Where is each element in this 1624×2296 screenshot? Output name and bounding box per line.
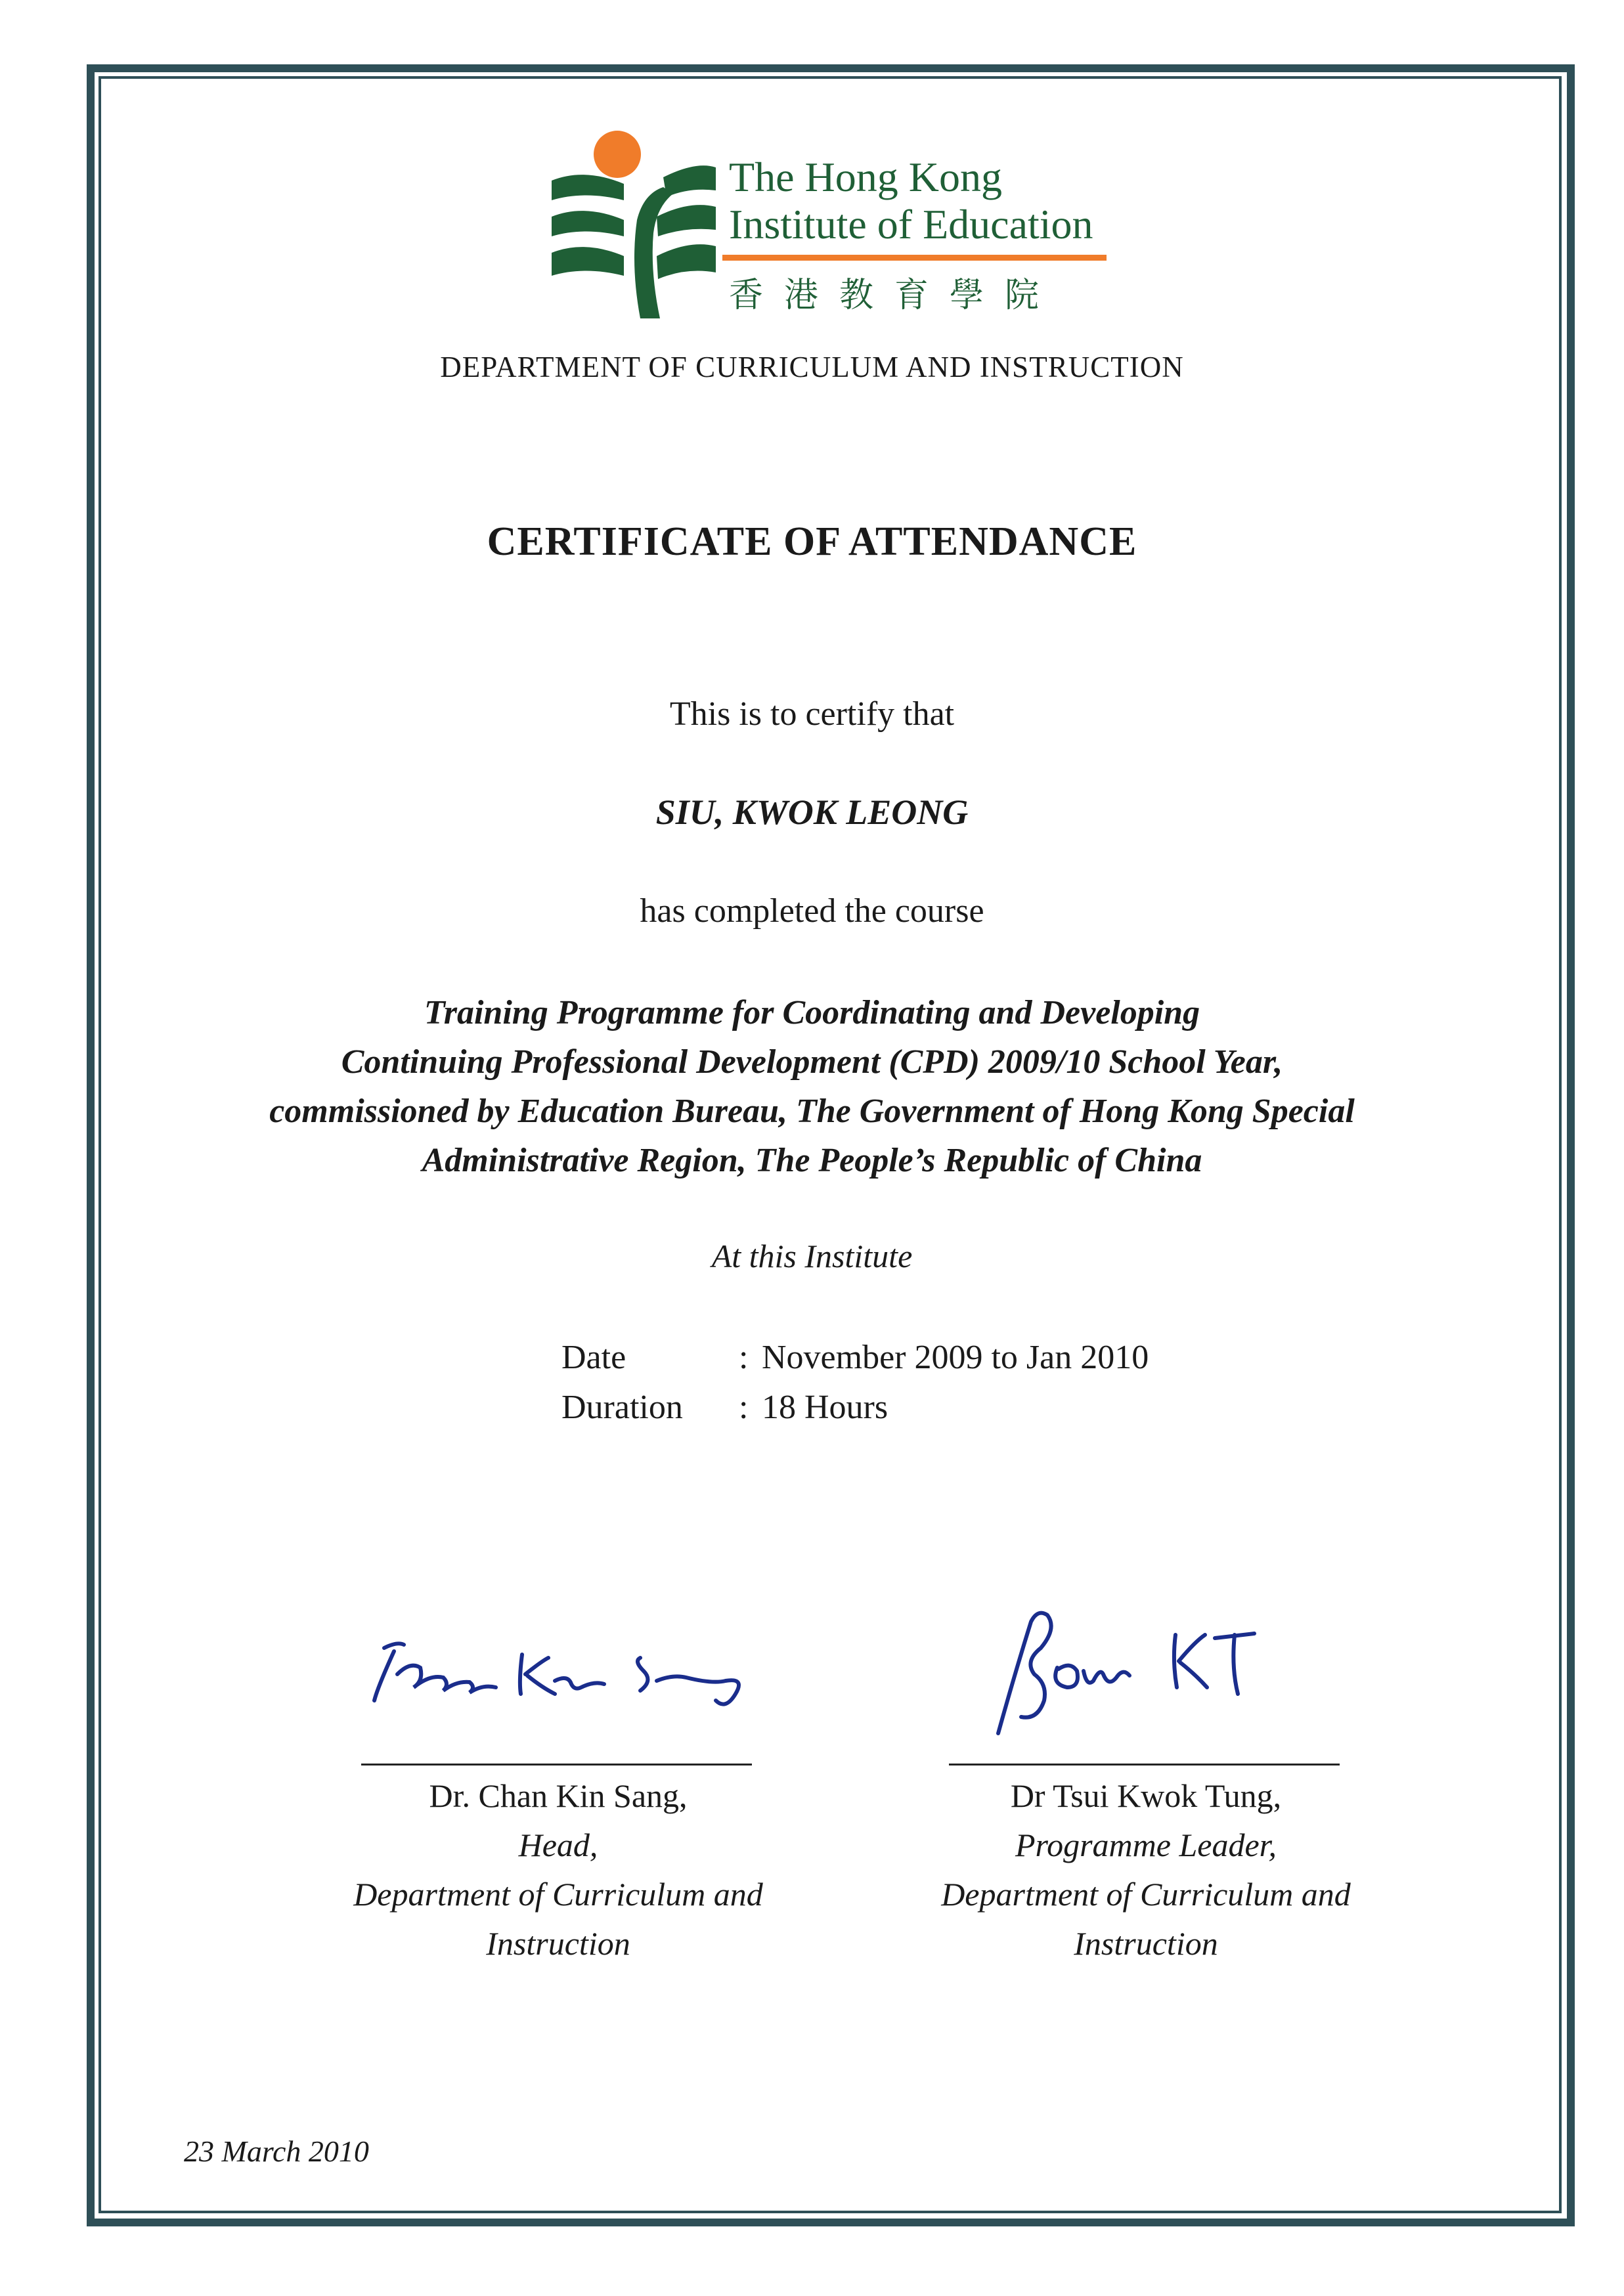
course-line: Administrative Region, The People’s Republic of China xyxy=(422,1142,1202,1179)
duration-value: 18 Hours xyxy=(762,1389,889,1426)
signer-left xyxy=(296,1771,821,1968)
institute-name-en xyxy=(729,154,1093,248)
signature-line-right xyxy=(949,1764,1340,1765)
institute-name-line1: The Hong Kong xyxy=(729,154,1002,200)
duration-row xyxy=(561,1383,1149,1433)
signer-department: Instruction xyxy=(1074,1925,1218,1962)
signer-department: Department of Curriculum and xyxy=(941,1876,1351,1913)
course-description xyxy=(0,988,1624,1185)
signature-tsui-kwok-tung xyxy=(985,1595,1300,1753)
signer-name: Dr. Chan Kin Sang, xyxy=(429,1777,688,1814)
signer-right xyxy=(883,1771,1409,1968)
recipient-name: SIU, KWOK LEONG xyxy=(655,792,969,832)
course-line: commissioned by Education Bureau, The Government of Hong Kong Special xyxy=(269,1093,1355,1130)
course-details xyxy=(561,1333,1149,1433)
logo-leaf-left-top xyxy=(552,175,624,200)
completed-statement: has completed the course xyxy=(640,892,984,930)
department-heading: DEPARTMENT OF CURRICULUM AND INSTRUCTION xyxy=(440,351,1184,383)
logo-leaf-right-top xyxy=(663,165,716,197)
course-line: Continuing Professional Development (CPD) 2009/10 School Year, xyxy=(341,1043,1283,1081)
certificate-title: CERTIFICATE OF ATTENDANCE xyxy=(487,519,1137,564)
date-separator: : xyxy=(739,1339,749,1376)
logo-leaf-right-mid xyxy=(657,205,716,236)
logo-leaf-right-low xyxy=(657,244,716,279)
course-line: Training Programme for Coordinating and Developing xyxy=(424,994,1200,1031)
duration-separator: : xyxy=(739,1389,749,1426)
signer-department: Department of Curriculum and xyxy=(353,1876,763,1913)
venue: At this Institute xyxy=(711,1238,913,1274)
certify-statement: This is to certify that xyxy=(669,695,955,733)
signature-chan-kin-sang xyxy=(358,1622,765,1727)
date-value: November 2009 to Jan 2010 xyxy=(762,1339,1149,1376)
logo-divider xyxy=(722,255,1107,261)
institute-name-zh: 香港教育學院 xyxy=(729,276,1061,315)
institute-name-line2: Institute of Education xyxy=(729,201,1093,248)
signer-department: Instruction xyxy=(486,1925,630,1962)
duration-label: Duration xyxy=(561,1389,683,1426)
signature-line-left xyxy=(361,1764,752,1765)
logo-sun-icon xyxy=(594,131,641,178)
issue-date: 23 March 2010 xyxy=(184,2134,369,2168)
signer-role: Programme Leader, xyxy=(1015,1827,1277,1863)
logo-leaf-left-mid xyxy=(552,211,624,236)
logo-leaf-left-low xyxy=(552,247,624,276)
signer-name: Dr Tsui Kwok Tung, xyxy=(1010,1777,1282,1814)
date-label: Date xyxy=(561,1339,626,1376)
date-row xyxy=(561,1333,1149,1383)
signer-role: Head, xyxy=(518,1827,598,1863)
